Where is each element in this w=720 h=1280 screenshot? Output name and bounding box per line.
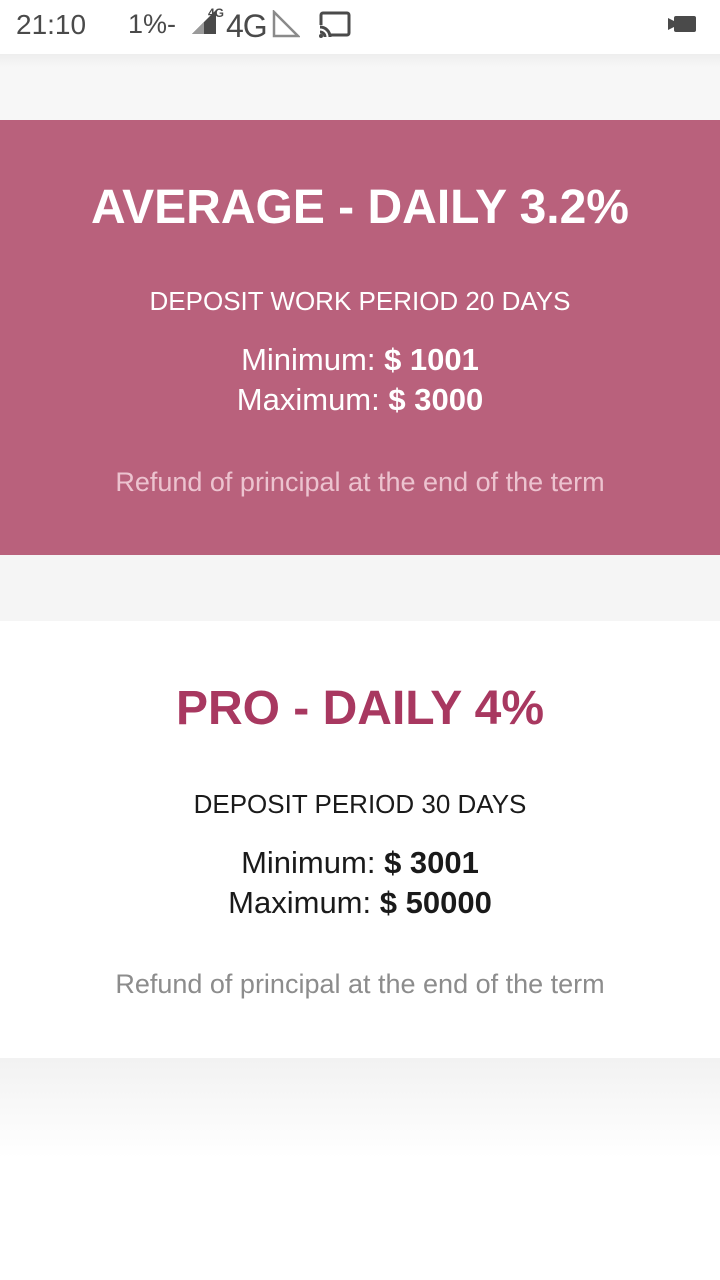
section-spacer (0, 54, 720, 120)
network-type: 4G (226, 8, 267, 44)
plan-title: AVERAGE - DAILY 3.2% (91, 181, 629, 234)
plan-period: DEPOSIT WORK PERIOD 20 DAYS (149, 286, 571, 316)
minimum-value: $ 3001 (384, 845, 479, 880)
video-camera-icon (668, 14, 698, 39)
plan-period: DEPOSIT PERIOD 30 DAYS (193, 789, 527, 819)
plan-limits (0, 340, 720, 420)
section-spacer (0, 555, 720, 621)
plan-title: PRO - DAILY 4% (175, 682, 545, 735)
minimum-value: $ 1001 (384, 342, 479, 377)
maximum-label: Maximum: (236, 382, 380, 417)
status-bar (0, 0, 720, 54)
maximum-row (0, 380, 720, 420)
maximum-label: Maximum: (228, 885, 372, 920)
battery-level: 1%- (128, 9, 177, 39)
cast-icon (318, 11, 352, 44)
maximum-value: $ 50000 (379, 885, 492, 920)
minimum-label: Minimum: (241, 342, 376, 377)
minimum-label: Minimum: (241, 845, 376, 880)
status-time: 21:10 (16, 9, 87, 40)
network-type-small: 4G (208, 6, 225, 20)
section-spacer (0, 1058, 720, 1280)
refund-note: Refund of principal at the end of the term (115, 467, 605, 497)
wifi-icon (272, 10, 300, 43)
minimum-row (0, 340, 720, 380)
maximum-value: $ 3000 (388, 382, 484, 417)
maximum-row (0, 883, 720, 923)
refund-note: Refund of principal at the end of the term (115, 969, 605, 999)
minimum-row (0, 843, 720, 883)
plan-card-pro (0, 621, 720, 1058)
plan-limits (0, 843, 720, 923)
plan-card-average (0, 120, 720, 555)
